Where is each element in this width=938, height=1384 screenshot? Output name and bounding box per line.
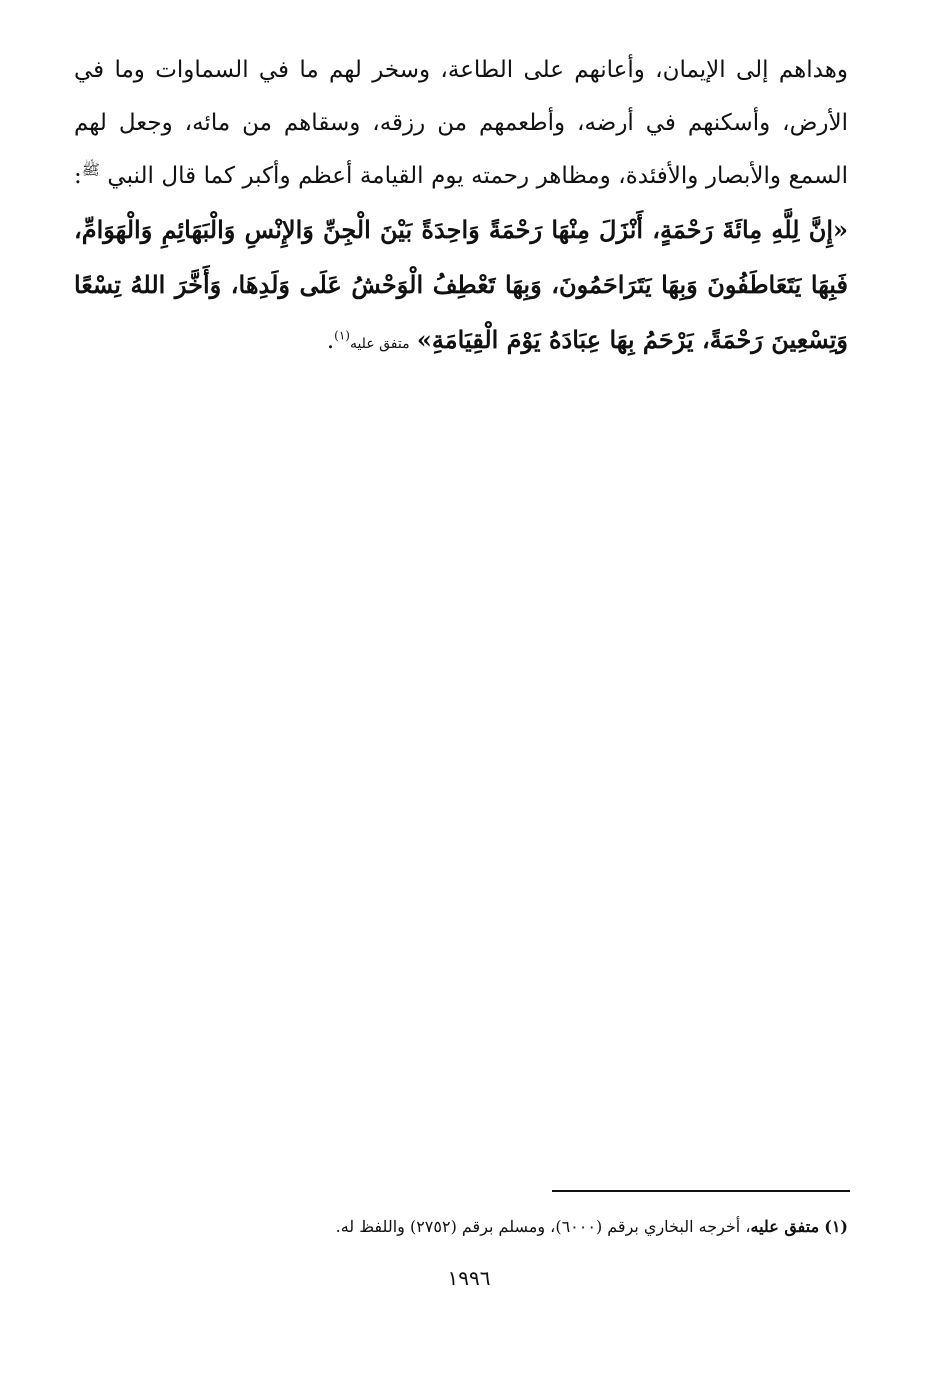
footnote-lead: متفق عليه [750, 1217, 820, 1236]
footnote-marker: (١) [824, 1217, 848, 1236]
paragraph-end: . [326, 328, 335, 354]
footnote-text: ، أخرجه البخاري برقم (٦٠٠٠)، ومسلم برقم (٢٧٥٢) واللفظ له. [335, 1217, 751, 1236]
hadith-text: «إِنَّ لِلَّهِ مِائَةَ رَحْمَةٍ، أَنْزَلَ مِنْهَا رَحْمَةً وَاحِدَةً بَيْنَ الْجِنِّ وَالإِنْسِ وَالْبَهَائِمِ وَالْهَوَامِّ، فَبِهَا يَتَعَاطَفُونَ وَبِهَا يَتَرَاحَمُونَ، وَبِهَا تَعْطِفُ الْوَحْشُ عَلَى وَلَدِهَا، وَأَخَّرَ اللهُ تِسْعًا وَتِسْعِينَ رَحْمَةً، يَرْحَمُ بِهَا عِبَادَهُ يَوْمَ الْقِيَامَةِ» [74, 215, 848, 354]
footnote [74, 1212, 848, 1242]
hadith-lead: : [74, 163, 82, 189]
footnote-reference[interactable]: (١) [334, 328, 350, 343]
footnote-divider [552, 1190, 850, 1192]
page-number: ١٩٩٦ [447, 1266, 491, 1290]
intro-text: وهداهم إلى الإيمان، وأعانهم على الطاعة، وسخر لهم ما في السماوات وما في الأرض، وأسكنهم في أرضه، وأطعمهم من رزقه، وسقاهم من مائه، وجعل لهم السمع والأبصار والأفئدة، ومظاهر رحمته يوم القيامة أعظم وأكبر كما قال النبي [74, 57, 848, 189]
salawat-symbol: ﷺ [81, 160, 100, 179]
body-paragraph [74, 44, 848, 371]
hadith-attribution: متفق عليه [349, 336, 410, 352]
